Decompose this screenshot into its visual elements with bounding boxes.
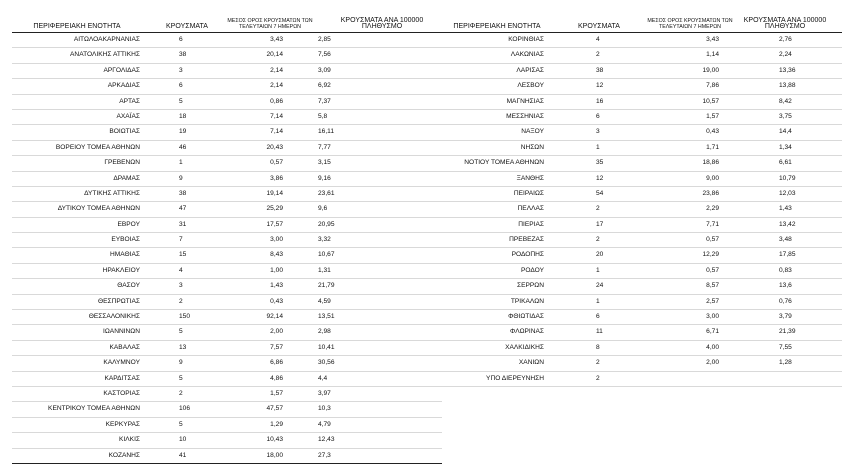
table-row bbox=[442, 341, 842, 356]
avg7-cell: 10,43 bbox=[266, 436, 283, 444]
right-table bbox=[442, 11, 842, 387]
cases-cell: 9 bbox=[179, 359, 183, 367]
region-cell: ΒΟΙΩΤΙΑΣ bbox=[109, 128, 140, 136]
region-cell: ΛΑΚΩΝΙΑΣ bbox=[510, 51, 544, 59]
table-row bbox=[12, 372, 442, 387]
per100k-cell: 14,4 bbox=[779, 128, 792, 136]
region-cell: ΠΕΙΡΑΙΩΣ bbox=[513, 189, 544, 197]
table-row bbox=[442, 33, 842, 48]
table-row bbox=[12, 95, 442, 110]
region-cell: ΚΟΖΑΝΗΣ bbox=[108, 451, 140, 459]
region-cell: ΕΒΡΟΥ bbox=[117, 220, 140, 228]
avg7-cell: 25,29 bbox=[266, 205, 283, 213]
per100k-cell: 27,3 bbox=[318, 451, 331, 459]
region-cell: ΔΥΤΙΚΗΣ ΑΤΤΙΚΗΣ bbox=[84, 189, 140, 197]
cases-cell: 8 bbox=[596, 343, 600, 351]
region-cell: ΑΡΓΟΛΙΔΑΣ bbox=[103, 66, 140, 74]
table-row bbox=[12, 341, 442, 356]
cases-cell: 2 bbox=[179, 297, 183, 305]
header-cases: ΚΡΟΥΣΜΑΤΑ bbox=[578, 23, 620, 30]
region-cell: ΙΩΑΝΝΙΝΩΝ bbox=[103, 328, 140, 336]
region-cell: ΚΕΝΤΡΙΚΟΥ ΤΟΜΕΑ ΑΘΗΝΩΝ bbox=[48, 405, 140, 413]
table-row bbox=[442, 48, 842, 63]
region-cell: ΝΟΤΙΟΥ ΤΟΜΕΑ ΑΘΗΝΩΝ bbox=[464, 159, 544, 167]
per100k-cell: 21,39 bbox=[779, 328, 796, 336]
region-cell: ΔΥΤΙΚΟΥ ΤΟΜΕΑ ΑΘΗΝΩΝ bbox=[57, 205, 140, 213]
cases-cell: 12 bbox=[596, 174, 604, 182]
region-cell: ΠΕΛΛΑΣ bbox=[517, 205, 544, 213]
cases-cell: 2 bbox=[596, 359, 600, 367]
avg7-cell: 20,43 bbox=[266, 143, 283, 151]
header-avg7-line1: ΜΕΣΟΣ ΟΡΟΣ ΚΡΟΥΣΜΑΤΩΝ ΤΩΝ bbox=[227, 18, 313, 24]
avg7-cell: 0,57 bbox=[706, 266, 719, 274]
table-row bbox=[12, 187, 442, 202]
per100k-cell: 4,4 bbox=[318, 374, 328, 382]
cases-cell: 106 bbox=[179, 405, 191, 413]
table-row bbox=[12, 449, 442, 464]
header-region: ΠΕΡΙΦΕΡΕΙΑΚΗ ΕΝΟΤΗΤΑ bbox=[453, 23, 541, 30]
region-cell: ΜΑΓΝΗΣΙΑΣ bbox=[506, 97, 544, 105]
avg7-cell: 19,14 bbox=[266, 189, 283, 197]
region-cell: ΚΙΛΚΙΣ bbox=[119, 436, 140, 444]
avg7-cell: 19,00 bbox=[702, 66, 719, 74]
region-cell: ΚΕΡΚΥΡΑΣ bbox=[105, 420, 140, 428]
per100k-cell: 5,8 bbox=[318, 112, 328, 120]
avg7-cell: 23,86 bbox=[702, 189, 719, 197]
per100k-cell: 7,56 bbox=[318, 51, 331, 59]
table-header bbox=[442, 11, 842, 33]
table-row bbox=[442, 295, 842, 310]
per100k-cell: 12,03 bbox=[779, 189, 796, 197]
region-cell: ΧΑΛΚΙΔΙΚΗΣ bbox=[505, 343, 544, 351]
per100k-cell: 3,15 bbox=[318, 159, 331, 167]
cases-cell: 2 bbox=[596, 374, 600, 382]
cases-cell: 3 bbox=[179, 282, 183, 290]
cases-cell: 6 bbox=[596, 313, 600, 321]
region-cell: ΗΜΑΘΙΑΣ bbox=[110, 251, 140, 259]
cases-cell: 15 bbox=[179, 251, 187, 259]
table-header bbox=[12, 11, 442, 33]
region-cell: ΞΑΝΘΗΣ bbox=[516, 174, 544, 182]
table-row bbox=[12, 172, 442, 187]
per100k-cell: 3,48 bbox=[779, 236, 792, 244]
table-row bbox=[442, 279, 842, 294]
per100k-cell: 2,98 bbox=[318, 328, 331, 336]
avg7-cell: 2,00 bbox=[270, 328, 283, 336]
region-cell: ΑΝΑΤΟΛΙΚΗΣ ΑΤΤΙΚΗΣ bbox=[70, 51, 140, 59]
region-cell: ΑΡΚΑΔΙΑΣ bbox=[107, 82, 140, 90]
avg7-cell: 7,86 bbox=[706, 82, 719, 90]
left-table bbox=[12, 11, 442, 464]
cases-cell: 38 bbox=[179, 189, 187, 197]
per100k-cell: 1,34 bbox=[779, 143, 792, 151]
avg7-cell: 1,57 bbox=[270, 389, 283, 397]
avg7-cell: 12,29 bbox=[702, 251, 719, 259]
avg7-cell: 1,43 bbox=[270, 282, 283, 290]
table-row bbox=[442, 218, 842, 233]
per100k-cell: 7,37 bbox=[318, 97, 331, 105]
table-row bbox=[12, 325, 442, 340]
per100k-cell: 10,67 bbox=[318, 251, 335, 259]
table-row bbox=[12, 233, 442, 248]
per100k-cell: 4,79 bbox=[318, 420, 331, 428]
table-row bbox=[442, 264, 842, 279]
table-row bbox=[442, 172, 842, 187]
region-cell: ΘΑΣΟΥ bbox=[117, 282, 140, 290]
per100k-cell: 6,61 bbox=[779, 159, 792, 167]
cases-cell: 18 bbox=[179, 112, 187, 120]
region-cell: ΛΕΣΒΟΥ bbox=[517, 82, 544, 90]
region-cell: ΘΕΣΠΡΩΤΙΑΣ bbox=[97, 297, 140, 305]
avg7-cell: 1,29 bbox=[270, 420, 283, 428]
per100k-cell: 2,24 bbox=[779, 51, 792, 59]
avg7-cell: 2,00 bbox=[706, 359, 719, 367]
header-cases: ΚΡΟΥΣΜΑΤΑ bbox=[166, 23, 208, 30]
per100k-cell: 1,28 bbox=[779, 359, 792, 367]
region-cell: ΓΡΕΒΕΝΩΝ bbox=[104, 159, 140, 167]
per100k-cell: 3,97 bbox=[318, 389, 331, 397]
avg7-cell: 18,86 bbox=[702, 159, 719, 167]
region-cell: ΗΡΑΚΛΕΙΟΥ bbox=[102, 266, 140, 274]
table-row bbox=[442, 325, 842, 340]
header-avg7 bbox=[220, 18, 320, 30]
per100k-cell: 10,79 bbox=[779, 174, 796, 182]
per100k-cell: 3,75 bbox=[779, 112, 792, 120]
per100k-cell: 8,42 bbox=[779, 97, 792, 105]
table-row bbox=[12, 402, 442, 417]
per100k-cell: 13,88 bbox=[779, 82, 796, 90]
table-row bbox=[442, 356, 842, 371]
table-row bbox=[442, 156, 842, 171]
table-row bbox=[12, 387, 442, 402]
avg7-cell: 4,00 bbox=[706, 343, 719, 351]
region-cell: ΚΑΡΔΙΤΣΑΣ bbox=[104, 374, 140, 382]
cases-cell: 17 bbox=[596, 220, 604, 228]
table-row bbox=[12, 33, 442, 48]
cases-cell: 1 bbox=[596, 297, 600, 305]
per100k-cell: 7,55 bbox=[779, 343, 792, 351]
table-row bbox=[442, 187, 842, 202]
avg7-cell: 20,14 bbox=[266, 51, 283, 59]
per100k-cell: 9,16 bbox=[318, 174, 331, 182]
region-cell: ΚΑΣΤΟΡΙΑΣ bbox=[103, 389, 140, 397]
avg7-cell: 0,57 bbox=[270, 159, 283, 167]
region-cell: ΡΟΔΟΥ bbox=[521, 266, 544, 274]
table-row bbox=[442, 64, 842, 79]
region-cell: ΑΧΑΪΑΣ bbox=[116, 112, 140, 120]
per100k-cell: 12,43 bbox=[318, 436, 335, 444]
region-cell: ΦΛΩΡΙΝΑΣ bbox=[509, 328, 544, 336]
avg7-cell: 92,14 bbox=[266, 313, 283, 321]
avg7-cell: 2,29 bbox=[706, 205, 719, 213]
table-row bbox=[12, 125, 442, 140]
table-row bbox=[12, 356, 442, 371]
region-cell: ΚΑΛΥΜΝΟΥ bbox=[103, 359, 140, 367]
per100k-cell: 2,85 bbox=[318, 36, 331, 43]
region-cell: ΧΑΝΙΩΝ bbox=[518, 359, 544, 367]
table-row bbox=[442, 141, 842, 156]
cases-cell: 24 bbox=[596, 282, 604, 290]
cases-cell: 20 bbox=[596, 251, 604, 259]
table-row bbox=[12, 310, 442, 325]
per100k-cell: 23,61 bbox=[318, 189, 335, 197]
cases-cell: 3 bbox=[179, 66, 183, 74]
region-cell: ΑΙΤΩΛΟΑΚΑΡΝΑΝΙΑΣ bbox=[73, 36, 140, 43]
region-cell: ΑΡΤΑΣ bbox=[119, 97, 140, 105]
cases-cell: 31 bbox=[179, 220, 187, 228]
cases-cell: 47 bbox=[179, 205, 187, 213]
table-row bbox=[442, 310, 842, 325]
avg7-cell: 6,86 bbox=[270, 359, 283, 367]
region-cell: ΠΙΕΡΙΑΣ bbox=[518, 220, 544, 228]
per100k-cell: 1,31 bbox=[318, 266, 331, 274]
avg7-cell: 7,14 bbox=[270, 128, 283, 136]
cases-cell: 150 bbox=[179, 313, 191, 321]
table-row bbox=[442, 110, 842, 125]
avg7-cell: 1,57 bbox=[706, 112, 719, 120]
per100k-cell: 2,76 bbox=[779, 36, 792, 43]
per100k-cell: 3,09 bbox=[318, 66, 331, 74]
avg7-cell: 3,86 bbox=[270, 174, 283, 182]
per100k-cell: 30,56 bbox=[318, 359, 335, 367]
cases-cell: 6 bbox=[596, 112, 600, 120]
table-row bbox=[12, 433, 442, 448]
table-row bbox=[442, 79, 842, 94]
header-per100k: ΚΡΟΥΣΜΑΤΑ ΑΝΑ 100000 ΠΛΗΘΥΣΜΟ bbox=[743, 17, 827, 30]
table-row bbox=[12, 156, 442, 171]
cases-cell: 38 bbox=[179, 51, 187, 59]
cases-cell: 7 bbox=[179, 236, 183, 244]
avg7-cell: 7,14 bbox=[270, 112, 283, 120]
avg7-cell: 1,14 bbox=[706, 51, 719, 59]
table-row bbox=[442, 125, 842, 140]
avg7-cell: 17,57 bbox=[266, 220, 283, 228]
cases-cell: 1 bbox=[179, 159, 183, 167]
cases-cell: 2 bbox=[596, 205, 600, 213]
per100k-cell: 10,41 bbox=[318, 343, 335, 351]
avg7-cell: 47,57 bbox=[266, 405, 283, 413]
header-avg7-line1: ΜΕΣΟΣ ΟΡΟΣ ΚΡΟΥΣΜΑΤΩΝ ΤΩΝ bbox=[647, 18, 733, 24]
table-row bbox=[12, 79, 442, 94]
per100k-cell: 13,36 bbox=[779, 66, 796, 74]
region-cell: ΒΟΡΕΙΟΥ ΤΟΜΕΑ ΑΘΗΝΩΝ bbox=[55, 143, 140, 151]
cases-cell: 4 bbox=[179, 266, 183, 274]
avg7-cell: 8,43 bbox=[270, 251, 283, 259]
region-cell: ΦΘΙΩΤΙΔΑΣ bbox=[508, 313, 544, 321]
cases-cell: 10 bbox=[179, 436, 187, 444]
region-cell: ΚΑΒΑΛΑΣ bbox=[109, 343, 140, 351]
cases-cell: 2 bbox=[596, 236, 600, 244]
region-cell: ΛΑΡΙΣΑΣ bbox=[516, 66, 544, 74]
table-row bbox=[442, 233, 842, 248]
cases-cell: 11 bbox=[596, 328, 603, 336]
region-cell: ΥΠΟ ΔΙΕΡΕΥΝΗΣΗ bbox=[486, 374, 544, 382]
cases-cell: 6 bbox=[179, 36, 183, 43]
region-cell: ΣΕΡΡΩΝ bbox=[517, 282, 544, 290]
cases-cell: 13 bbox=[179, 343, 187, 351]
avg7-cell: 18,00 bbox=[266, 451, 283, 459]
avg7-cell: 0,57 bbox=[706, 236, 719, 244]
region-cell: ΝΗΣΩΝ bbox=[520, 143, 544, 151]
cases-cell: 2 bbox=[179, 389, 183, 397]
table-row bbox=[442, 372, 842, 387]
region-cell: ΠΡΕΒΕΖΑΣ bbox=[509, 236, 544, 244]
region-cell: ΚΟΡΙΝΘΙΑΣ bbox=[508, 36, 544, 43]
region-cell: ΡΟΔΟΠΗΣ bbox=[511, 251, 544, 259]
cases-cell: 16 bbox=[596, 97, 604, 105]
region-cell: ΝΑΞΟΥ bbox=[521, 128, 544, 136]
cases-cell: 9 bbox=[179, 174, 183, 182]
avg7-cell: 2,14 bbox=[270, 82, 283, 90]
table-row bbox=[12, 64, 442, 79]
per100k-cell: 10,3 bbox=[318, 405, 331, 413]
region-cell: ΜΕΣΣΗΝΙΑΣ bbox=[506, 112, 544, 120]
region-cell: ΤΡΙΚΑΛΩΝ bbox=[510, 297, 544, 305]
avg7-cell: 4,86 bbox=[270, 374, 283, 382]
table-row bbox=[12, 418, 442, 433]
cases-cell: 5 bbox=[179, 420, 183, 428]
per100k-cell: 7,77 bbox=[318, 143, 331, 151]
left-rows bbox=[12, 33, 442, 464]
cases-cell: 19 bbox=[179, 128, 187, 136]
avg7-cell: 0,43 bbox=[706, 128, 719, 136]
cases-cell: 41 bbox=[179, 451, 187, 459]
avg7-cell: 3,00 bbox=[706, 313, 719, 321]
cases-cell: 54 bbox=[596, 189, 604, 197]
per100k-cell: 1,43 bbox=[779, 205, 792, 213]
table-row bbox=[12, 295, 442, 310]
cases-cell: 46 bbox=[179, 143, 187, 151]
per100k-cell: 13,42 bbox=[779, 220, 796, 228]
per100k-cell: 9,6 bbox=[318, 205, 328, 213]
cases-cell: 1 bbox=[596, 143, 600, 151]
avg7-cell: 2,14 bbox=[270, 66, 283, 74]
avg7-cell: 3,43 bbox=[270, 36, 283, 43]
per100k-cell: 3,79 bbox=[779, 313, 792, 321]
avg7-cell: 3,43 bbox=[706, 36, 719, 43]
table-row bbox=[442, 95, 842, 110]
cases-cell: 5 bbox=[179, 97, 183, 105]
region-cell: ΘΕΣΣΑΛΟΝΙΚΗΣ bbox=[88, 313, 140, 321]
right-rows bbox=[442, 33, 842, 387]
table-row bbox=[442, 202, 842, 217]
avg7-cell: 7,57 bbox=[270, 343, 283, 351]
header-region: ΠΕΡΙΦΕΡΕΙΑΚΗ ΕΝΟΤΗΤΑ bbox=[33, 23, 121, 30]
header-avg7-line2: ΤΕΛΕΥΤΑΙΩΝ 7 ΗΜΕΡΩΝ bbox=[659, 24, 721, 30]
per100k-cell: 0,76 bbox=[779, 297, 792, 305]
cases-cell: 38 bbox=[596, 66, 604, 74]
region-cell: ΕΥΒΟΙΑΣ bbox=[111, 236, 140, 244]
region-cell: ΔΡΑΜΑΣ bbox=[113, 174, 140, 182]
avg7-cell: 3,00 bbox=[270, 236, 283, 244]
avg7-cell: 6,71 bbox=[706, 328, 719, 336]
table-row bbox=[12, 110, 442, 125]
per100k-cell: 13,51 bbox=[318, 313, 335, 321]
avg7-cell: 1,71 bbox=[706, 143, 719, 151]
avg7-cell: 8,57 bbox=[706, 282, 719, 290]
header-per100k: ΚΡΟΥΣΜΑΤΑ ΑΝΑ 100000 ΠΛΗΘΥΣΜΟ bbox=[340, 17, 424, 30]
per100k-cell: 6,92 bbox=[318, 82, 331, 90]
table-row bbox=[12, 264, 442, 279]
header-avg7 bbox=[640, 18, 740, 30]
table-row bbox=[12, 248, 442, 263]
cases-cell: 4 bbox=[596, 36, 600, 43]
cases-cell: 5 bbox=[179, 328, 183, 336]
avg7-cell: 2,57 bbox=[706, 297, 719, 305]
per100k-cell: 4,59 bbox=[318, 297, 331, 305]
avg7-cell: 1,00 bbox=[270, 266, 283, 274]
table-row bbox=[12, 141, 442, 156]
table-row bbox=[12, 218, 442, 233]
table-row bbox=[12, 48, 442, 63]
per100k-cell: 16,11 bbox=[318, 128, 335, 136]
cases-cell: 3 bbox=[596, 128, 600, 136]
avg7-cell: 0,43 bbox=[270, 297, 283, 305]
per100k-cell: 21,79 bbox=[318, 282, 335, 290]
header-avg7-line2: ΤΕΛΕΥΤΑΙΩΝ 7 ΗΜΕΡΩΝ bbox=[239, 24, 301, 30]
table-row bbox=[12, 279, 442, 294]
table-row bbox=[12, 202, 442, 217]
cases-cell: 12 bbox=[596, 82, 604, 90]
cases-cell: 35 bbox=[596, 159, 604, 167]
avg7-cell: 0,86 bbox=[270, 97, 283, 105]
cases-cell: 5 bbox=[179, 374, 183, 382]
per100k-cell: 0,83 bbox=[779, 266, 792, 274]
cases-cell: 6 bbox=[179, 82, 183, 90]
per100k-cell: 17,85 bbox=[779, 251, 796, 259]
per100k-cell: 20,95 bbox=[318, 220, 335, 228]
per100k-cell: 13,6 bbox=[779, 282, 792, 290]
table-row bbox=[442, 248, 842, 263]
per100k-cell: 3,32 bbox=[318, 236, 331, 244]
avg7-cell: 10,57 bbox=[702, 97, 719, 105]
cases-cell: 1 bbox=[596, 266, 600, 274]
avg7-cell: 9,00 bbox=[706, 174, 719, 182]
avg7-cell: 7,71 bbox=[706, 220, 719, 228]
cases-cell: 2 bbox=[596, 51, 600, 59]
